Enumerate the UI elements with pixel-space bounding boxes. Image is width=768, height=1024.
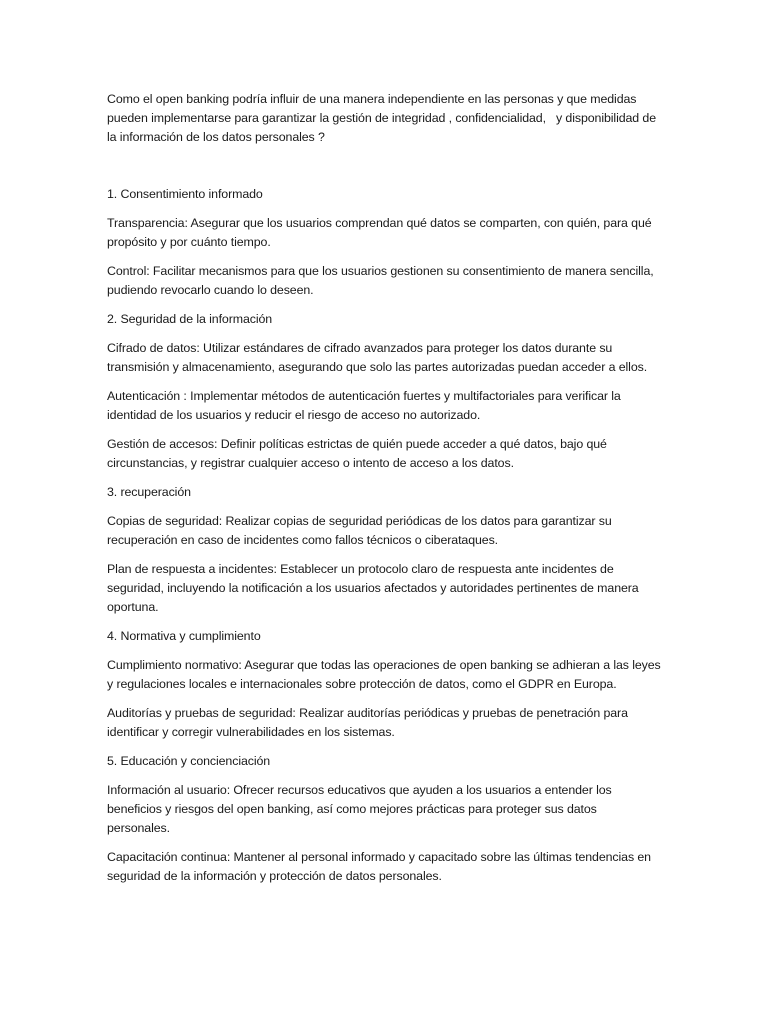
paragraph-cumplimiento: Cumplimiento normativo: Asegurar que todas las operaciones de open banking se adhieran a las leyes y regulaciones locales e internacionales sobre protección de datos, como el GDPR en Europa. (107, 658, 661, 691)
paragraph-autenticacion: Autenticación : Implementar métodos de autenticación fuertes y multifactoriales para verificar la identidad de los usuarios y reducir el riesgo de acceso no autorizado. (107, 389, 621, 422)
paragraph-gestion-accesos: Gestión de accesos: Definir políticas estrictas de quién puede acceder a qué datos, bajo qué circunstancias, y registrar cualquier acceso o intento de acceso a los datos. (107, 437, 607, 470)
paragraph-informacion-usuario: Información al usuario: Ofrecer recursos educativos que ayuden a los usuarios a entender los beneficios y riesgos del open banking, así como mejores prácticas para proteger sus datos personales. (107, 783, 612, 835)
paragraph-plan-respuesta: Plan de respuesta a incidentes: Establecer un protocolo claro de respuesta ante incidentes de seguridad, incluyendo la notificación a los usuarios afectados y autoridades pertinentes de manera oportuna. (107, 562, 639, 614)
paragraph-copias: Copias de seguridad: Realizar copias de seguridad periódicas de los datos para garantizar su recuperación en caso de incidentes como fallos técnicos o ciberataques. (107, 514, 612, 547)
heading-normativa: 4. Normativa y cumplimiento (107, 629, 261, 643)
heading-consentimiento: 1. Consentimiento informado (107, 187, 263, 201)
intro-question: Como el open banking podría influir de una manera independiente en las personas y que medidas pueden implementarse para garantizar la gestión de integridad , confidencialidad, y disponibilidad de la información de los datos personales ? (107, 92, 660, 144)
paragraph-auditorias: Auditorías y pruebas de seguridad: Realizar auditorías periódicas y pruebas de penetración para identificar y corregir vulnerabilidades en los sistemas. (107, 706, 628, 739)
paragraph-capacitacion: Capacitación continua: Mantener al personal informado y capacitado sobre las últimas tendencias en seguridad de la información y protección de datos personales. (107, 850, 651, 883)
paragraph-cifrado: Cifrado de datos: Utilizar estándares de cifrado avanzados para proteger los datos durante su transmisión y almacenamiento, asegurando que solo las partes autorizadas puedan acceder a ellos. (107, 341, 648, 374)
document-page (107, 90, 663, 896)
paragraph-transparencia: Transparencia: Asegurar que los usuarios comprendan qué datos se comparten, con quién, para qué propósito y por cuánto tiempo. (107, 216, 652, 249)
paragraph-control: Control: Facilitar mecanismos para que los usuarios gestionen su consentimiento de manera sencilla, pudiendo revocarlo cuando lo deseen. (107, 264, 654, 297)
heading-educacion: 5. Educación y concienciación (107, 754, 271, 768)
heading-recuperacion: 3. recuperación (107, 485, 191, 499)
heading-seguridad: 2. Seguridad de la información (107, 312, 273, 326)
